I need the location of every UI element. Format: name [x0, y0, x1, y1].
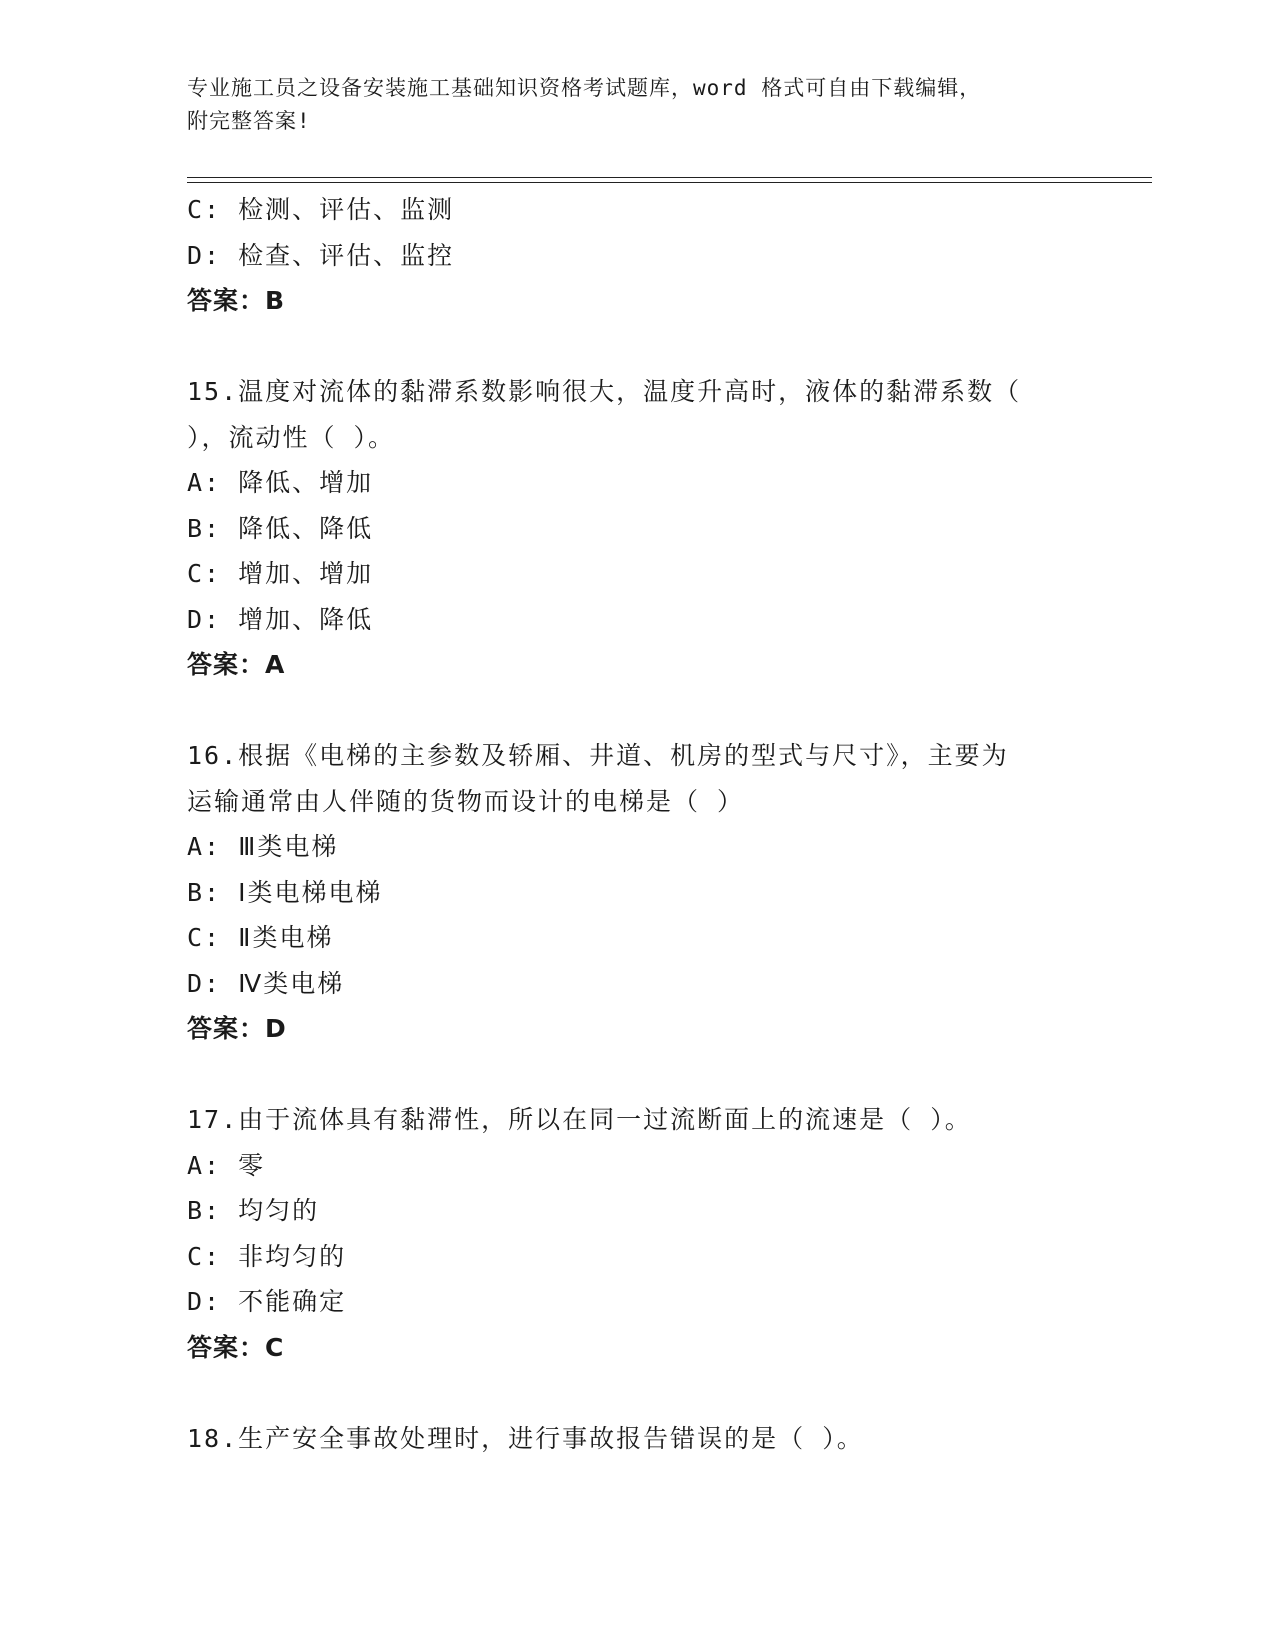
q17-option-c: C: 非均匀的 [187, 1241, 347, 1271]
question-17 [187, 1097, 1087, 1370]
q16-stem-line-1: 16.根据《电梯的主参数及轿厢、井道、机房的型式与尺寸》，主要为 [187, 741, 1009, 770]
spacer [187, 1370, 1087, 1416]
q14-answer: 答案：B [187, 286, 286, 315]
question-18 [187, 1416, 1087, 1462]
spacer [187, 688, 1087, 734]
q17-option-d: D: 不能确定 [187, 1287, 347, 1316]
document-header [187, 72, 1067, 138]
q16-option-d: D: Ⅳ类电梯 [187, 968, 345, 998]
q15-option-c: C: 增加、增加 [187, 559, 374, 588]
header-line-1: 专业施工员之设备安装施工基础知识资格考试题库，word 格式可自由下载编辑， [187, 76, 982, 100]
spacer [187, 324, 1087, 370]
q16-option-b: B: Ⅰ类电梯电梯 [187, 877, 383, 907]
q16-stem-line-2: 运输通常由人伴随的货物而设计的电梯是（ ） [187, 786, 745, 816]
q15-option-a: A: 降低、增加 [187, 468, 374, 497]
spacer [187, 1052, 1087, 1098]
q14-option-d: D: 检查、评估、监控 [187, 240, 455, 270]
q18-stem-line-1: 18.生产安全事故处理时，进行事故报告错误的是（ ）。 [187, 1423, 864, 1453]
q15-stem-line-1: 15.温度对流体的黏滞系数影响很大，温度升高时，液体的黏滞系数（ [187, 377, 1022, 406]
q17-option-b: B: 均匀的 [187, 1196, 320, 1225]
q17-answer: 答案：C [187, 1332, 285, 1362]
q17-stem-line-1: 17.由于流体具有黏滞性，所以在同一过流断面上的流速是（ ）。 [187, 1105, 972, 1134]
header-line-2: 附完整答案! [187, 109, 311, 133]
q16-option-c: C: Ⅱ类电梯 [187, 923, 334, 952]
q14-option-c: C: 检测、评估、监测 [187, 195, 455, 224]
header-divider-bottom [187, 182, 1152, 183]
q15-stem-line-2: ），流动性（ ）。 [187, 422, 396, 452]
question-15 [187, 369, 1087, 688]
q16-option-a: A: Ⅲ类电梯 [187, 832, 339, 861]
document-body [187, 187, 1087, 1461]
q17-option-a: A: 零 [187, 1150, 266, 1180]
q15-option-b: B: 降低、降低 [187, 513, 374, 543]
q15-answer: 答案：A [187, 650, 286, 679]
q16-answer: 答案：D [187, 1014, 287, 1043]
q15-option-d: D: 增加、降低 [187, 604, 374, 634]
header-divider-top [187, 177, 1152, 178]
question-14-tail [187, 187, 1087, 324]
question-16 [187, 733, 1087, 1052]
